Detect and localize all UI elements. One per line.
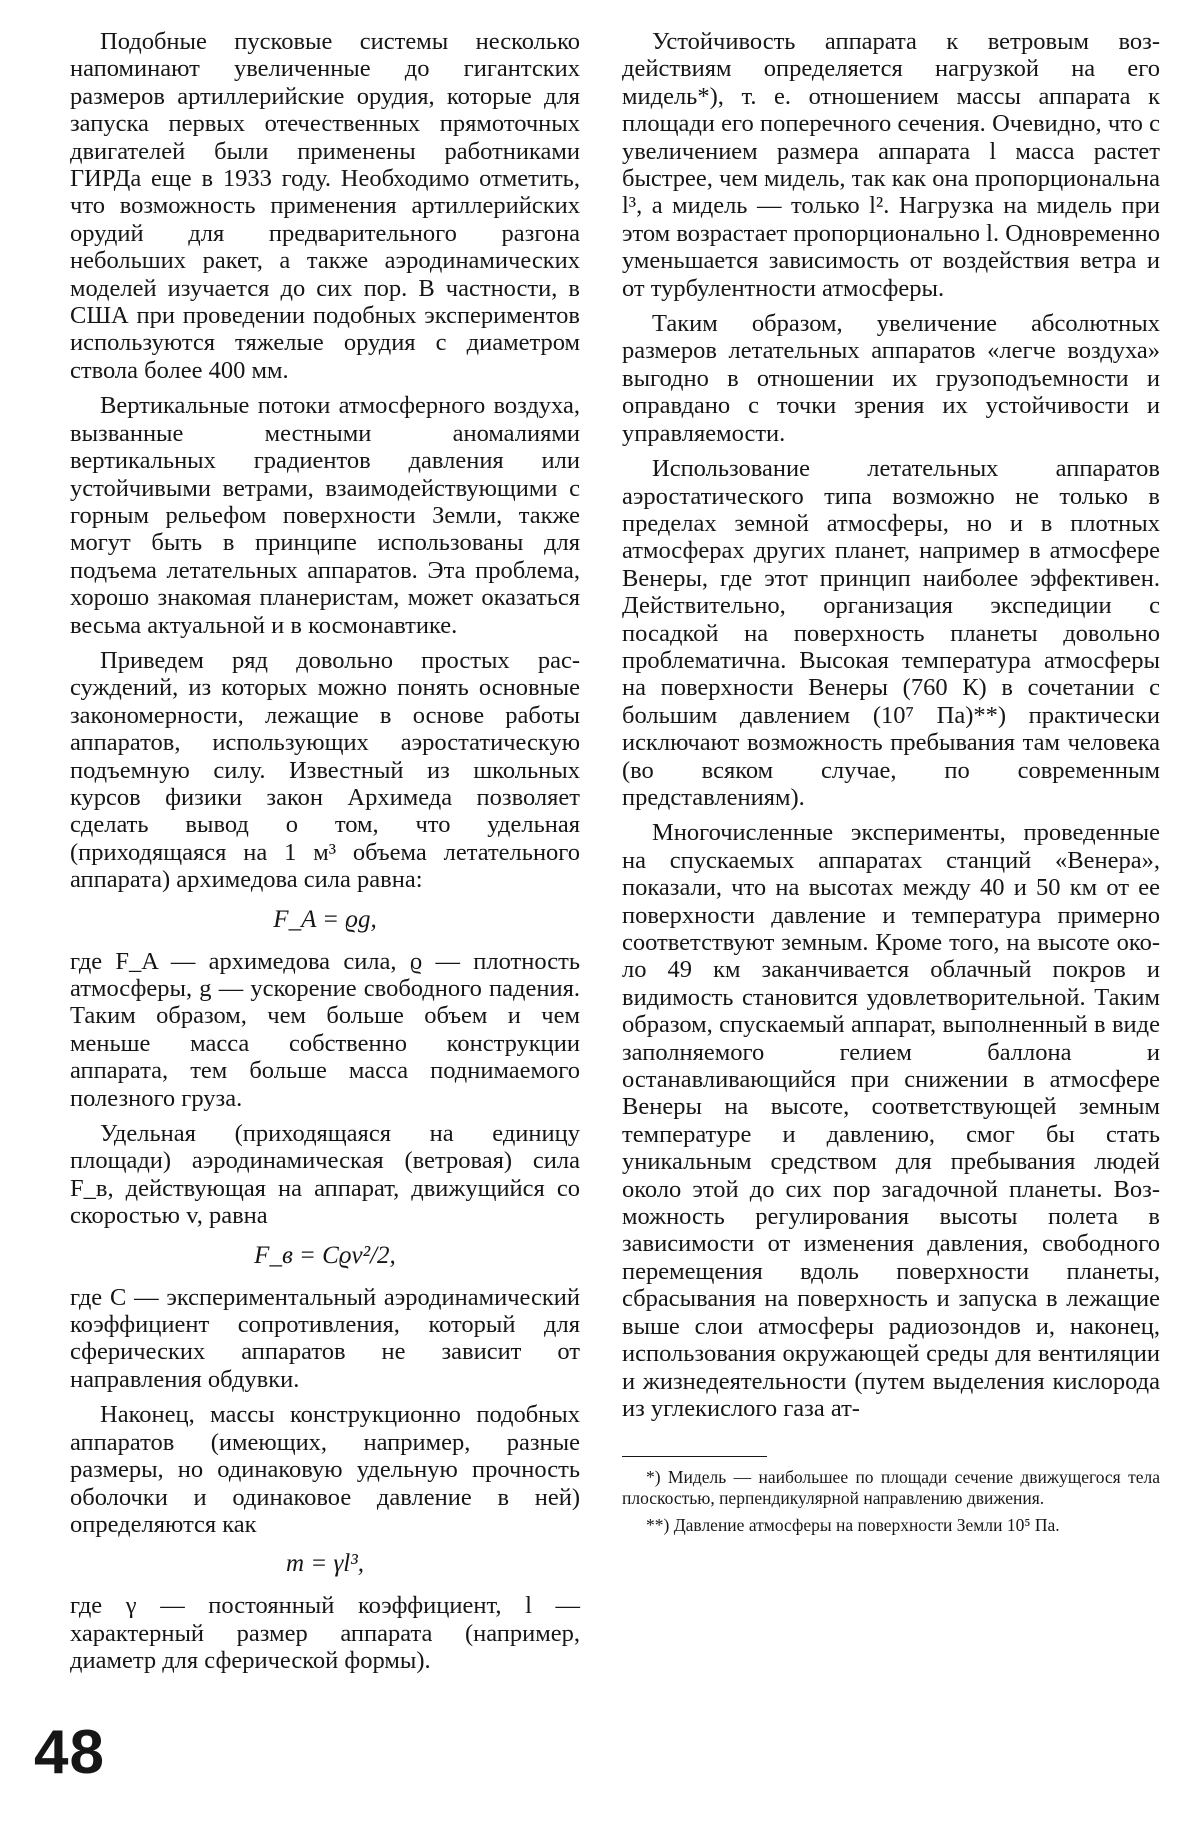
right-column <box>622 28 1160 1542</box>
paragraph: Использование летательных аппаратов аэростатического типа возможно не только в пределах земной атмосферы, но и в плотных атмосферах других планет, например в атмосфере Венеры, где этот принцип наиболее эффективен. Действительно, организация экспедиции с посадкой на поверхность планеты довольно проблематична. Высокая температура атмосферы на поверхности Венеры (760 К) в сочетании с большим давлением (10⁷ Па)**) практически исключают возможность пребывания там человека (во всяком случае, по современным представлениям). <box>622 455 1160 811</box>
footnote-pressure: **) Давление атмосферы на поверхности Земли 10⁵ Па. <box>646 1515 1060 1536</box>
left-column <box>70 28 580 1683</box>
paragraph: где C — экспериментальный аэродинамический коэффициент сопротивления, который для сферических аппаратов не зависит от направления обдувки. <box>70 1283 580 1393</box>
paragraph: Устойчивость аппарата к ветровым воздействиям определяется нагрузкой на его мидель*), т. е. отношением массы аппарата к площади его поперечного сечения. Очевидно, что с увеличением размера аппарата l масса растет быстрее, чем мидель, так как она пропорциональна l³, а мидель — только l². Нагрузка на мидель при этом возрастает пропорционально l. Одновременно уменьшается зависимость от воздействия ветра и от турбулентности атмосферы. <box>622 28 1160 302</box>
footnote-midel: *) Мидель — наибольшее по площади сечение движущегося тела плоскостью, перпендикулярной направлению движения. <box>622 1467 1160 1509</box>
paragraph: Удельная (приходящаяся на единицу площади) аэродинамическая (ветровая) сила F_в, действующая на аппарат, движущийся со скоростью v, равна <box>70 1120 580 1230</box>
paragraph: Наконец, массы конструкционно подобных аппаратов (имеющих, например, разные размеры, но одинаковую удельную прочность оболочки и одинаковое давление в ней) определяются как <box>70 1401 580 1538</box>
paragraph: Многочисленные эксперименты, проведенные на спускаемых аппаратах станций «Венера», показали, что на высотах между 40 и 50 км от ее поверхности давление и температура примерно соответствуют земным. Кроме того, на высоте около 49 км заканчивается облачный покров и видимость становится удовлетворительной. Таким образом, спускаемый аппарат, выполненный в виде заполняемого гелием баллона и останавливающийся при снижении в атмосфере Венеры на высоте, соответствующей земным температуре и давлению, смог бы стать уникальным средством для пребывания людей около этой до сих пор загадочной планеты. Возможность регулирования высоты полета в зависимости от изменения давления, свободного перемещения вдоль поверхности планеты, сбрасывания на поверхность и запуска в лежащие выше слои атмосферы радиозондов и, наконец, использования окружающей среды для вентиляции и жизнедеятельности (путем выделения кислорода из углекислого газа ат- <box>622 819 1160 1422</box>
formula-wind-force: F_в = Cϱv²/2, <box>254 1241 396 1269</box>
formula-archimedes: F_A = ϱg, <box>273 905 377 933</box>
paragraph: Таким образом, увеличение абсолютных размеров летательных аппаратов «легче воздуха» выгодно в отношении их грузоподъемности и оправдано с точки зрения их устойчивости и управляемости. <box>622 310 1160 447</box>
paragraph: где F_A — архимедова сила, ϱ — плотность атмосферы, g — ускорение свободного падения. Таким образом, чем больше объем и чем меньше масса собственно конструкции аппарата, тем больше масса поднимаемого полезного груза. <box>70 947 580 1112</box>
footnote-divider <box>622 1456 767 1457</box>
page-number: 48 <box>34 1718 105 1787</box>
paragraph: Подобные пусковые системы несколько напоминают увеличенные до гигантских размеров артиллерийские орудия, которые для запуска первых отечественных прямоточных двигателей были применены работниками ГИРДа еще в 1933 году. Необходимо отметить, что возможность применения артиллерийских орудий для предварительного разгона небольших ракет, а также аэродинамических моделей изучается до сих пор. В частности, в США при проведении подобных экспериментов используются тяжелые орудия с диаметром ствола более 400 мм. <box>70 28 580 384</box>
paragraph: Вертикальные потоки атмосферного воздуха, вызванные местными аномалиями вертикальных градиентов давления или устойчивыми ветрами, взаимодействующими с горным рельефом поверхности Земли, также могут быть в принципе использованы для подъема летательных аппаратов. Эта проблема, хорошо знакомая планеристам, может оказаться весьма актуальной и в космонавтике. <box>70 392 580 639</box>
paragraph: где γ — постоянный коэффициент, l — характерный размер аппарата (например, диаметр для сферической формы). <box>70 1592 580 1675</box>
formula-mass: m = γl³, <box>286 1550 364 1578</box>
paragraph: Приведем ряд довольно простых рассуждений, из которых можно понять основные закономерности, лежащие в основе работы аппаратов, использующих аэростатическую подъемную силу. Известный из школьных курсов физики закон Архимеда позволяет сделать вывод о том, что удельная (приходящаяся на 1 м³ объема летательного аппарата) архимедова сила равна: <box>70 646 580 894</box>
